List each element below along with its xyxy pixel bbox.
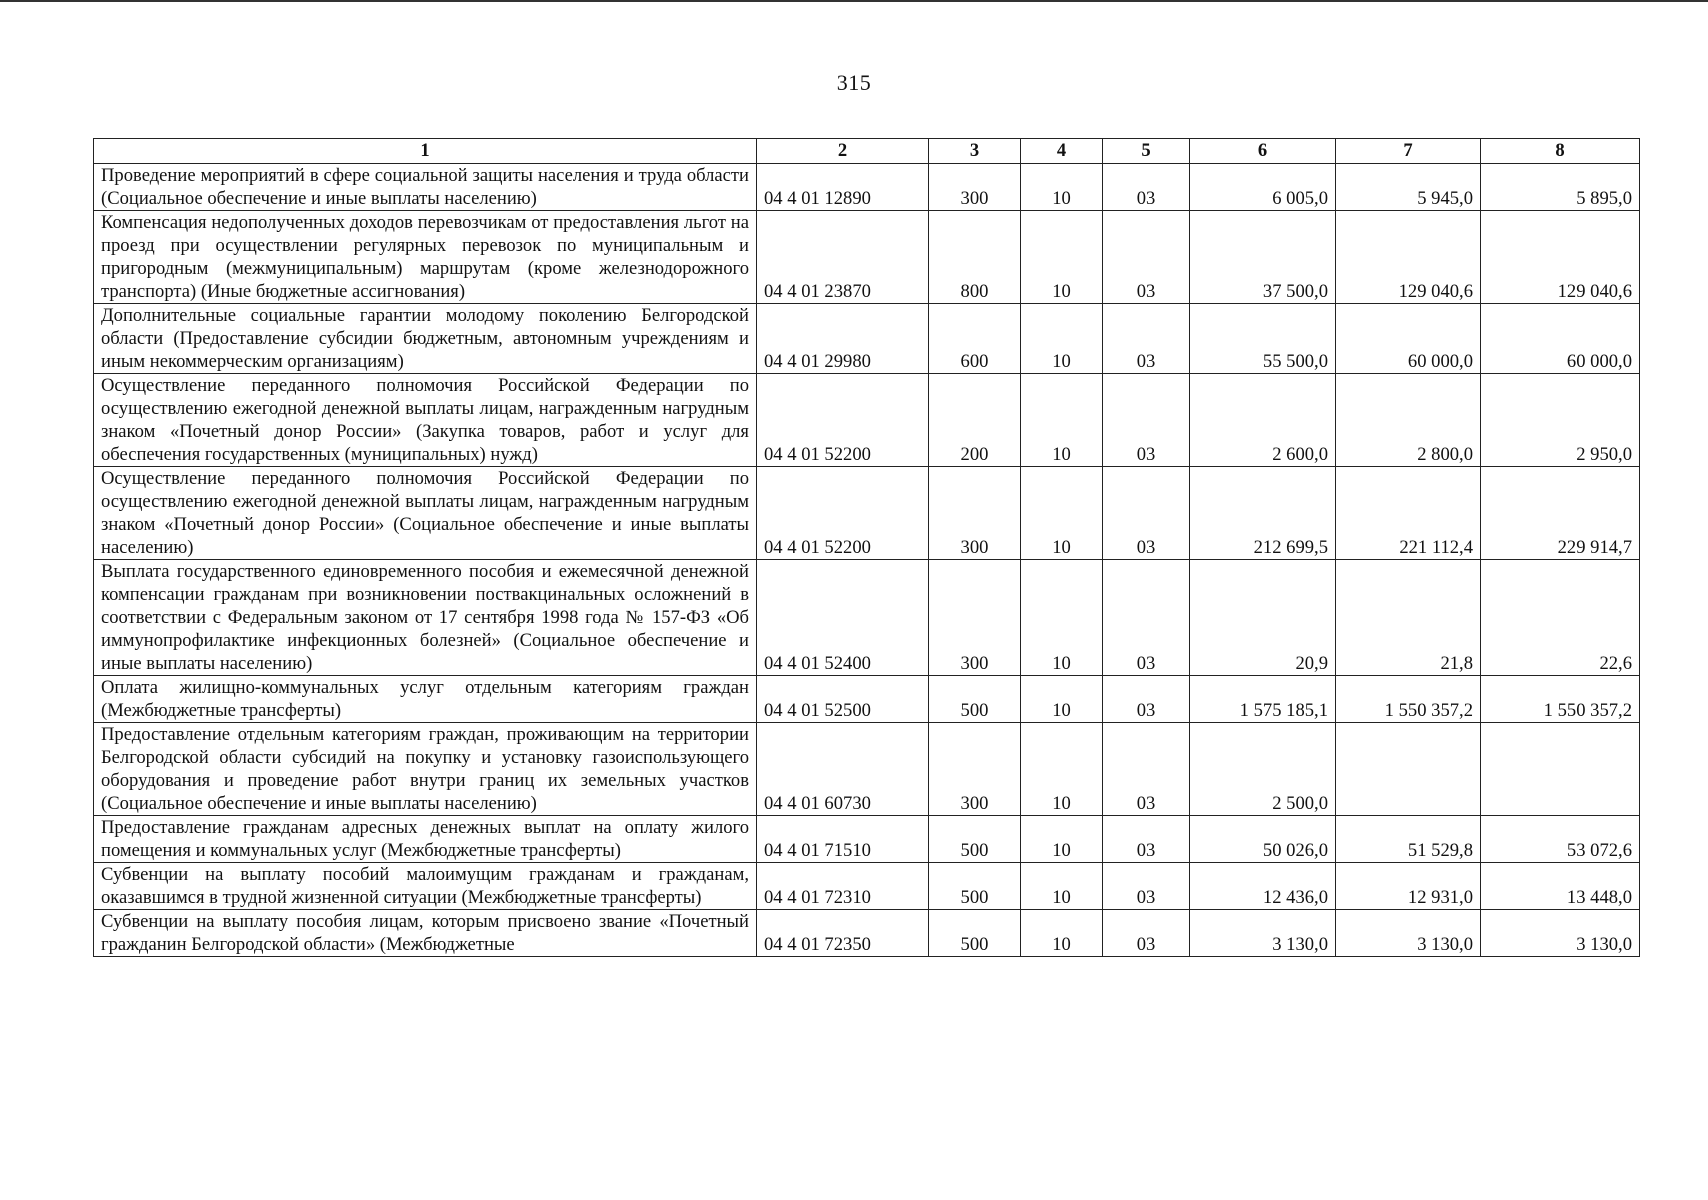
row-col-6: 20,9 — [1190, 560, 1336, 676]
row-code: 04 4 01 23870 — [757, 211, 929, 304]
row-col-7: 51 529,8 — [1336, 816, 1481, 863]
row-description: Осуществление переданного полномочия Российской Федерации по осуществлению ежегодной денежной выплаты лицам, награжденным нагрудным знаком «Почетный донор России» (Социальное обеспечение и иные выплаты населению) — [94, 467, 757, 560]
row-col-4: 10 — [1021, 816, 1103, 863]
header-col-8: 8 — [1481, 139, 1640, 164]
row-col-3: 500 — [929, 676, 1021, 723]
header-row — [94, 139, 1640, 164]
row-col-7: 221 112,4 — [1336, 467, 1481, 560]
row-col-8 — [1481, 723, 1640, 816]
row-col-5: 03 — [1103, 164, 1190, 211]
table-row — [94, 304, 1640, 374]
row-col-8: 22,6 — [1481, 560, 1640, 676]
row-col-5: 03 — [1103, 910, 1190, 957]
row-col-6: 50 026,0 — [1190, 816, 1336, 863]
row-col-5: 03 — [1103, 560, 1190, 676]
row-col-6: 3 130,0 — [1190, 910, 1336, 957]
row-col-3: 600 — [929, 304, 1021, 374]
row-col-8: 229 914,7 — [1481, 467, 1640, 560]
row-code: 04 4 01 52400 — [757, 560, 929, 676]
row-col-6: 6 005,0 — [1190, 164, 1336, 211]
row-col-6: 1 575 185,1 — [1190, 676, 1336, 723]
table-row — [94, 560, 1640, 676]
row-col-3: 500 — [929, 816, 1021, 863]
row-description: Субвенции на выплату пособия лицам, которым присвоено звание «Почетный гражданин Белгородской области» (Межбюджетные — [94, 910, 757, 957]
row-col-5: 03 — [1103, 723, 1190, 816]
row-col-6: 55 500,0 — [1190, 304, 1336, 374]
row-col-3: 300 — [929, 467, 1021, 560]
row-col-5: 03 — [1103, 863, 1190, 910]
header-col-2: 2 — [757, 139, 929, 164]
row-col-6: 2 600,0 — [1190, 374, 1336, 467]
row-code: 04 4 01 72350 — [757, 910, 929, 957]
table-row — [94, 164, 1640, 211]
row-code: 04 4 01 12890 — [757, 164, 929, 211]
row-col-5: 03 — [1103, 374, 1190, 467]
row-col-5: 03 — [1103, 676, 1190, 723]
row-code: 04 4 01 71510 — [757, 816, 929, 863]
row-col-3: 200 — [929, 374, 1021, 467]
row-col-7: 21,8 — [1336, 560, 1481, 676]
row-col-7 — [1336, 723, 1481, 816]
row-col-4: 10 — [1021, 676, 1103, 723]
row-col-8: 129 040,6 — [1481, 211, 1640, 304]
row-col-8: 5 895,0 — [1481, 164, 1640, 211]
row-col-6: 212 699,5 — [1190, 467, 1336, 560]
row-col-5: 03 — [1103, 211, 1190, 304]
table-row — [94, 910, 1640, 957]
row-col-8: 2 950,0 — [1481, 374, 1640, 467]
row-code: 04 4 01 52200 — [757, 467, 929, 560]
header-col-7: 7 — [1336, 139, 1481, 164]
row-col-4: 10 — [1021, 910, 1103, 957]
page-number: 315 — [836, 70, 872, 95]
row-col-7: 2 800,0 — [1336, 374, 1481, 467]
row-col-3: 500 — [929, 863, 1021, 910]
row-col-8: 53 072,6 — [1481, 816, 1640, 863]
row-col-7: 12 931,0 — [1336, 863, 1481, 910]
row-col-5: 03 — [1103, 816, 1190, 863]
row-col-4: 10 — [1021, 164, 1103, 211]
row-col-5: 03 — [1103, 304, 1190, 374]
row-col-4: 10 — [1021, 374, 1103, 467]
row-description: Дополнительные социальные гарантии молодому поколению Белгородской области (Предоставление субсидии бюджетным, автономным учреждениям и иным некоммерческим организациям) — [94, 304, 757, 374]
row-description: Проведение мероприятий в сфере социальной защиты населения и труда области (Социальное обеспечение и иные выплаты населению) — [94, 164, 757, 211]
row-col-6: 12 436,0 — [1190, 863, 1336, 910]
row-col-4: 10 — [1021, 723, 1103, 816]
row-col-7: 1 550 357,2 — [1336, 676, 1481, 723]
budget-table — [93, 138, 1640, 957]
row-description: Субвенции на выплату пособий малоимущим гражданам и гражданам, оказавшимся в трудной жизненной ситуации (Межбюджетные трансферты) — [94, 863, 757, 910]
row-code: 04 4 01 52200 — [757, 374, 929, 467]
table-row — [94, 816, 1640, 863]
row-code: 04 4 01 29980 — [757, 304, 929, 374]
table-row — [94, 374, 1640, 467]
row-col-4: 10 — [1021, 467, 1103, 560]
table-row — [94, 863, 1640, 910]
table-row — [94, 676, 1640, 723]
table-row — [94, 211, 1640, 304]
header-col-6: 6 — [1190, 139, 1336, 164]
row-col-4: 10 — [1021, 560, 1103, 676]
row-col-3: 300 — [929, 560, 1021, 676]
header-col-4: 4 — [1021, 139, 1103, 164]
row-col-5: 03 — [1103, 467, 1190, 560]
table-row — [94, 723, 1640, 816]
row-description: Осуществление переданного полномочия Российской Федерации по осуществлению ежегодной денежной выплаты лицам, награжденным нагрудным знаком «Почетный донор России» (Закупка товаров, работ и услуг для обеспечения государственных (муниципальных) нужд) — [94, 374, 757, 467]
row-col-4: 10 — [1021, 304, 1103, 374]
row-description: Предоставление отдельным категориям граждан, проживающим на территории Белгородской области субсидий на покупку и установку газоиспользующего оборудования и проведение работ внутри границ их земельных участков (Социальное обеспечение и иные выплаты населению) — [94, 723, 757, 816]
row-col-6: 2 500,0 — [1190, 723, 1336, 816]
header-col-5: 5 — [1103, 139, 1190, 164]
row-col-4: 10 — [1021, 863, 1103, 910]
row-col-8: 60 000,0 — [1481, 304, 1640, 374]
row-code: 04 4 01 52500 — [757, 676, 929, 723]
header-col-1: 1 — [94, 139, 757, 164]
row-description: Выплата государственного единовременного пособия и ежемесячной денежной компенсации гражданам при возникновении поствакцинальных осложнений в соответствии с Федеральным законом от 17 сентября 1998 года № 157-ФЗ «Об иммунопрофилактике инфекционных болезней» (Социальное обеспечение и иные выплаты населению) — [94, 560, 757, 676]
row-col-8: 13 448,0 — [1481, 863, 1640, 910]
row-col-3: 300 — [929, 723, 1021, 816]
row-code: 04 4 01 60730 — [757, 723, 929, 816]
row-col-3: 500 — [929, 910, 1021, 957]
row-col-6: 37 500,0 — [1190, 211, 1336, 304]
row-col-8: 3 130,0 — [1481, 910, 1640, 957]
row-description: Оплата жилищно-коммунальных услуг отдельным категориям граждан (Межбюджетные трансферты) — [94, 676, 757, 723]
row-col-7: 3 130,0 — [1336, 910, 1481, 957]
header-col-3: 3 — [929, 139, 1021, 164]
row-col-7: 129 040,6 — [1336, 211, 1481, 304]
row-col-8: 1 550 357,2 — [1481, 676, 1640, 723]
row-col-7: 60 000,0 — [1336, 304, 1481, 374]
row-description: Предоставление гражданам адресных денежных выплат на оплату жилого помещения и коммунальных услуг (Межбюджетные трансферты) — [94, 816, 757, 863]
row-col-3: 300 — [929, 164, 1021, 211]
top-border-line — [0, 0, 1708, 2]
row-col-4: 10 — [1021, 211, 1103, 304]
row-col-3: 800 — [929, 211, 1021, 304]
row-description: Компенсация недополученных доходов перевозчикам от предоставления льгот на проезд при осуществлении регулярных перевозок по муниципальным и пригородным (межмуниципальным) маршрутам (кроме железнодорожного транспорта) (Иные бюджетные ассигнования) — [94, 211, 757, 304]
table-row — [94, 467, 1640, 560]
row-col-7: 5 945,0 — [1336, 164, 1481, 211]
row-code: 04 4 01 72310 — [757, 863, 929, 910]
